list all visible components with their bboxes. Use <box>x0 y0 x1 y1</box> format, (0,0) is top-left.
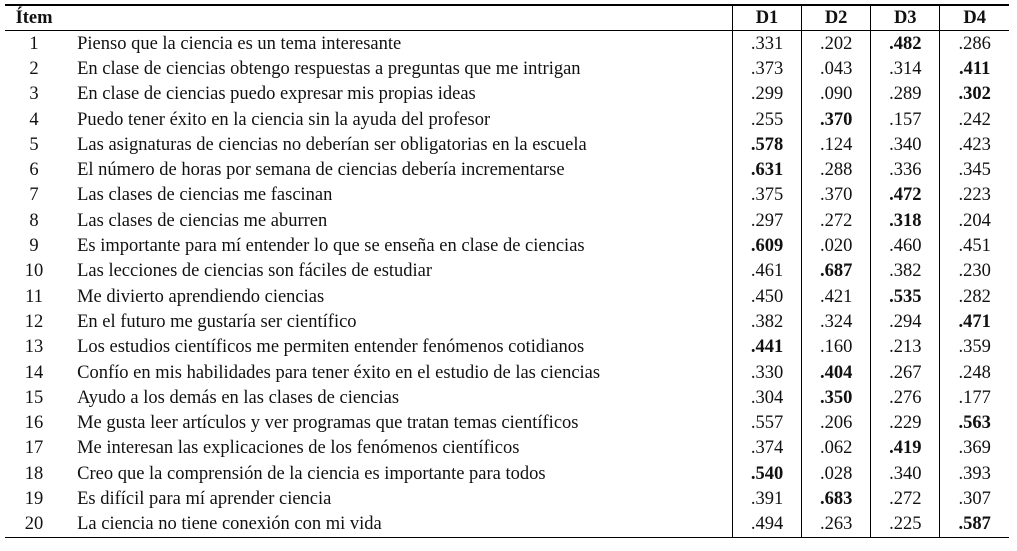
item-statement: Me gusta leer artículos y ver programas que tratan temas científicos <box>77 413 579 434</box>
loading-d4: .369 <box>940 436 1009 461</box>
loading-d1: .494 <box>732 512 801 538</box>
loading-d4: .177 <box>940 385 1009 410</box>
loading-d2: .683 <box>802 486 871 511</box>
item-number: 13 <box>24 337 44 358</box>
item-statement: Las lecciones de ciencias son fáciles de estudiar <box>77 261 433 282</box>
loading-d4: .242 <box>940 107 1009 132</box>
table-row <box>5 360 1009 385</box>
item-statement: Pienso que la ciencia es un tema interesante <box>77 33 402 54</box>
loading-d2: .350 <box>802 385 871 410</box>
item-number: 4 <box>29 109 39 130</box>
item-statement: Ayudo a los demás en las clases de ciencias <box>77 387 400 408</box>
loading-d1: .557 <box>732 410 801 435</box>
table-body <box>5 31 1009 538</box>
loading-d1: .331 <box>732 31 801 57</box>
loading-d4: .423 <box>940 132 1009 157</box>
loading-d1: .304 <box>732 385 801 410</box>
loadings-table-container <box>5 0 1009 538</box>
loading-d3: .340 <box>871 461 940 486</box>
loading-d2: .124 <box>802 132 871 157</box>
loading-d3: .267 <box>871 360 940 385</box>
loading-d2: .263 <box>802 512 871 538</box>
table-row <box>5 385 1009 410</box>
loading-d2: .090 <box>802 82 871 107</box>
loading-d4: .411 <box>940 56 1009 81</box>
table-row <box>5 233 1009 258</box>
loading-d1: .461 <box>732 259 801 284</box>
loading-d4: .223 <box>940 183 1009 208</box>
loading-d2: .370 <box>802 107 871 132</box>
item-number: 6 <box>29 160 39 181</box>
loading-d3: .229 <box>871 410 940 435</box>
item-statement: Puedo tener éxito en la ciencia sin la ayuda del profesor <box>77 109 491 130</box>
loading-d1: .297 <box>732 208 801 233</box>
item-statement: Las asignaturas de ciencias no deberían ser obligatorias en la escuela <box>77 134 587 155</box>
loading-d3: .225 <box>871 512 940 538</box>
loading-d3: .157 <box>871 107 940 132</box>
table-row <box>5 309 1009 334</box>
item-number: 15 <box>24 387 44 408</box>
loading-d2: .160 <box>802 335 871 360</box>
loading-d3: .272 <box>871 486 940 511</box>
loading-d1: .540 <box>732 461 801 486</box>
table-row <box>5 259 1009 284</box>
item-statement: Las clases de ciencias me fascinan <box>77 185 333 206</box>
loading-d2: .028 <box>802 461 871 486</box>
header-d1: D1 <box>732 6 801 31</box>
loading-d1: .391 <box>732 486 801 511</box>
item-number: 19 <box>24 488 44 509</box>
item-statement: Es difícil para mí aprender ciencia <box>77 488 332 509</box>
loading-d3: .535 <box>871 284 940 309</box>
table-row <box>5 335 1009 360</box>
item-number: 7 <box>29 185 39 206</box>
loading-d4: .359 <box>940 335 1009 360</box>
item-number: 1 <box>29 33 39 54</box>
loading-d3: .472 <box>871 183 940 208</box>
table-row <box>5 436 1009 461</box>
item-statement: Los estudios científicos me permiten entender fenómenos cotidianos <box>77 337 585 358</box>
item-statement: En clase de ciencias obtengo respuestas a preguntas que me intrigan <box>77 58 581 79</box>
loading-d2: .020 <box>802 233 871 258</box>
loading-d4: .451 <box>940 233 1009 258</box>
table-row <box>5 512 1009 538</box>
item-statement: La ciencia no tiene conexión con mi vida <box>63 512 732 538</box>
table-row <box>5 410 1009 435</box>
item-statement: Es importante para mí entender lo que se enseña en clase de ciencias <box>77 236 585 257</box>
loading-d3: .314 <box>871 56 940 81</box>
item-number: 16 <box>24 413 44 434</box>
table-row <box>5 461 1009 486</box>
header-d4: D4 <box>940 6 1009 31</box>
loading-d1: .631 <box>732 157 801 182</box>
table-row <box>5 56 1009 81</box>
loading-d2: .043 <box>802 56 871 81</box>
item-statement: Me divierto aprendiendo ciencias <box>77 286 325 307</box>
item-number: 8 <box>29 210 39 231</box>
item-statement: Me interesan las explicaciones de los fenómenos científicos <box>77 438 520 459</box>
table-row <box>5 183 1009 208</box>
item-number: 2 <box>29 58 39 79</box>
item-number: 17 <box>24 438 44 459</box>
header-d2: D2 <box>802 6 871 31</box>
item-number: 20 <box>5 512 63 538</box>
loading-d3: .336 <box>871 157 940 182</box>
item-number: 10 <box>24 261 44 282</box>
item-statement: En clase de ciencias puedo expresar mis propias ideas <box>77 84 476 105</box>
item-number: 5 <box>29 134 39 155</box>
item-number: 18 <box>24 463 44 484</box>
loading-d4: .345 <box>940 157 1009 182</box>
loading-d1: .330 <box>732 360 801 385</box>
loading-d4: .393 <box>940 461 1009 486</box>
loading-d2: .421 <box>802 284 871 309</box>
item-statement: Confío en mis habilidades para tener éxito en el estudio de las ciencias <box>77 362 601 383</box>
item-statement: Creo que la comprensión de la ciencia es importante para todos <box>77 463 546 484</box>
table-row <box>5 132 1009 157</box>
loading-d3: .419 <box>871 436 940 461</box>
loading-d2: .404 <box>802 360 871 385</box>
header-d3: D3 <box>871 6 940 31</box>
table-row <box>5 486 1009 511</box>
header-statement <box>63 6 732 31</box>
loading-d4: .230 <box>940 259 1009 284</box>
loading-d4: .248 <box>940 360 1009 385</box>
loading-d1: .450 <box>732 284 801 309</box>
loading-d4: .471 <box>940 309 1009 334</box>
header-row <box>5 6 1009 31</box>
loading-d1: .375 <box>732 183 801 208</box>
loading-d4: .302 <box>940 82 1009 107</box>
loading-d4: .587 <box>940 512 1009 538</box>
item-statement: Las clases de ciencias me aburren <box>77 210 328 231</box>
loading-d2: .370 <box>802 183 871 208</box>
loading-d2: .324 <box>802 309 871 334</box>
loadings-table <box>5 6 1009 538</box>
loading-d3: .294 <box>871 309 940 334</box>
loading-d1: .373 <box>732 56 801 81</box>
loading-d3: .382 <box>871 259 940 284</box>
loading-d3: .460 <box>871 233 940 258</box>
loading-d1: .609 <box>732 233 801 258</box>
loading-d2: .272 <box>802 208 871 233</box>
item-statement: El número de horas por semana de ciencias debería incrementarse <box>77 160 565 181</box>
loading-d2: .687 <box>802 259 871 284</box>
loading-d2: .062 <box>802 436 871 461</box>
loading-d1: .374 <box>732 436 801 461</box>
loading-d2: .202 <box>802 31 871 57</box>
table-row <box>5 157 1009 182</box>
item-number: 3 <box>29 84 39 105</box>
item-number: 9 <box>29 236 39 257</box>
item-number: 11 <box>25 286 43 307</box>
loading-d3: .213 <box>871 335 940 360</box>
header-item: Ítem <box>5 6 63 31</box>
loading-d4: .563 <box>940 410 1009 435</box>
loading-d4: .307 <box>940 486 1009 511</box>
loading-d2: .206 <box>802 410 871 435</box>
item-statement: En el futuro me gustaría ser científico <box>77 311 357 332</box>
loading-d3: .276 <box>871 385 940 410</box>
loading-d1: .382 <box>732 309 801 334</box>
table-row <box>5 208 1009 233</box>
item-number: 14 <box>24 362 44 383</box>
loading-d4: .282 <box>940 284 1009 309</box>
item-number: 12 <box>24 311 44 332</box>
table-row <box>5 31 1009 57</box>
loading-d1: .441 <box>732 335 801 360</box>
table-header <box>5 6 1009 31</box>
loading-d1: .299 <box>732 82 801 107</box>
loading-d3: .340 <box>871 132 940 157</box>
loading-d1: .255 <box>732 107 801 132</box>
loading-d4: .204 <box>940 208 1009 233</box>
loading-d4: .286 <box>940 31 1009 57</box>
loading-d1: .578 <box>732 132 801 157</box>
table-row <box>5 82 1009 107</box>
table-row <box>5 284 1009 309</box>
loading-d3: .289 <box>871 82 940 107</box>
loading-d3: .482 <box>871 31 940 57</box>
table-row <box>5 107 1009 132</box>
loading-d2: .288 <box>802 157 871 182</box>
loading-d3: .318 <box>871 208 940 233</box>
